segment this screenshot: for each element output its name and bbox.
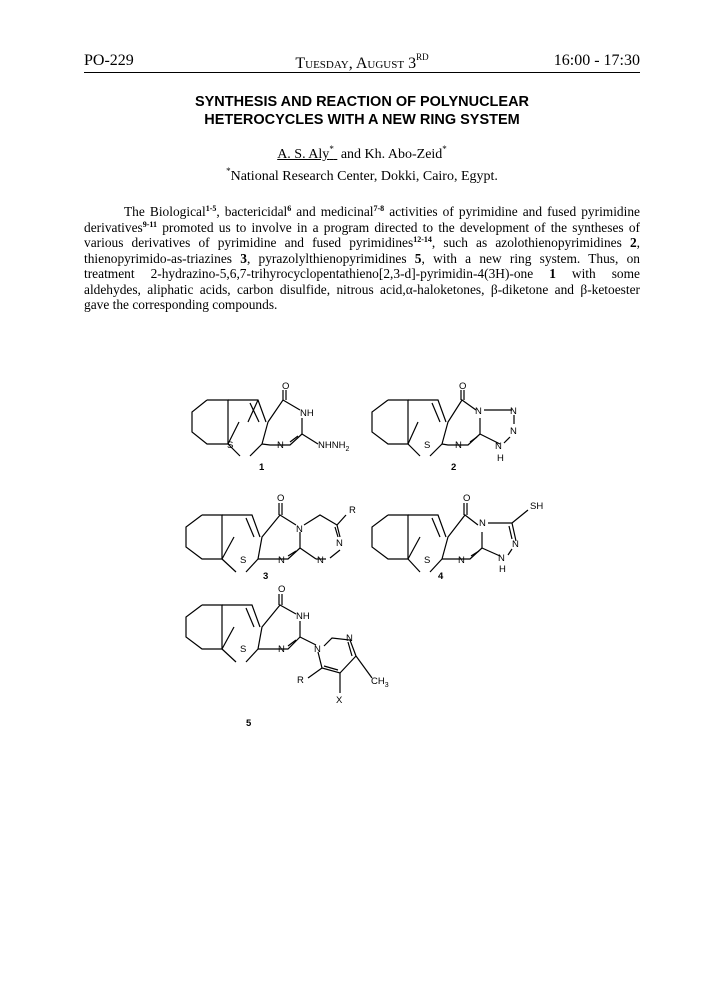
- abstract-text: , bactericidal: [216, 204, 288, 219]
- abstract-text: , pyrazolylthienopyrimidines: [246, 250, 415, 266]
- atom-label-main: CH: [371, 676, 385, 687]
- compound-ref: 2: [629, 235, 637, 250]
- atom-label: H: [499, 564, 506, 575]
- atom-label: N: [346, 633, 353, 644]
- session-date: Tuesday, August 3: [295, 55, 417, 72]
- compound-label-4: 4: [438, 571, 444, 582]
- atom-label: [371, 676, 389, 689]
- atom-label: N: [475, 406, 482, 417]
- author-2: and Kh. Abo-Zeid: [337, 147, 443, 162]
- author-1-mark: *: [329, 144, 334, 154]
- atom-label: S: [424, 555, 431, 566]
- atom-label: N: [455, 440, 462, 451]
- compound-label-5: 5: [246, 718, 252, 729]
- atom-label: X: [336, 695, 343, 706]
- atom-label: S: [227, 440, 234, 451]
- author-2-mark: *: [442, 144, 447, 154]
- abstract-text: and medicinal: [291, 204, 374, 219]
- atom-label: N: [512, 539, 519, 550]
- atom-label: NH: [300, 408, 314, 419]
- compound-ref: 5: [414, 250, 422, 266]
- atom-label: O: [282, 381, 290, 392]
- atom-label-subscript: 2: [345, 446, 350, 453]
- atom-label: N: [278, 644, 285, 655]
- atom-label: O: [278, 584, 286, 595]
- atom-label: NH: [296, 611, 310, 622]
- atom-label: N: [277, 440, 284, 451]
- abstract-text: , thienopyrimido-as-triazines: [84, 235, 640, 266]
- reference-mark: 1-5: [205, 204, 217, 213]
- reference-mark: 9-11: [142, 219, 157, 229]
- atom-label: H: [497, 453, 504, 464]
- atom-label: N: [510, 426, 517, 437]
- atom-label: N: [498, 553, 505, 564]
- atom-label: R: [297, 675, 304, 686]
- title-line-2: HETEROCYCLES WITH A NEW RING SYSTEM: [204, 112, 520, 128]
- abstract-text: promoted us to involve in a program directed to the development of the syntheses of various derivatives of pyrimidine and fused pyrimidines: [84, 219, 640, 250]
- compound-label-1: 1: [259, 462, 265, 473]
- compound-label-3: 3: [263, 571, 269, 582]
- abstract-text: , such as azolothienopyrimidines: [431, 235, 630, 250]
- atom-label: O: [459, 381, 467, 392]
- atom-label: S: [424, 440, 431, 451]
- compound-2-structure: [372, 390, 514, 456]
- date-suffix: RD: [416, 52, 429, 62]
- session-time: 16:00 - 17:30: [553, 52, 640, 69]
- atom-label-main: NHNH: [318, 440, 346, 451]
- atom-label: N: [479, 518, 486, 529]
- reference-mark: 12-14: [413, 235, 432, 244]
- atom-label: S: [240, 555, 247, 566]
- atom-label: SH: [530, 501, 544, 512]
- atom-label: N: [510, 406, 517, 417]
- atom-label: S: [240, 644, 247, 655]
- atom-label: N: [317, 555, 324, 566]
- atom-label: O: [277, 493, 285, 504]
- compound-label-2: 2: [451, 462, 457, 473]
- atom-label: N: [495, 441, 502, 452]
- reference-mark: 7-8: [373, 204, 385, 213]
- poster-number: PO-229: [84, 52, 134, 69]
- atom-label: R: [349, 505, 356, 516]
- author-1-name: A. S. Aly: [277, 147, 330, 162]
- compound-1-structure: [192, 390, 318, 456]
- atom-label: N: [296, 524, 303, 535]
- abstract-text: with some aldehydes, aliphatic acids, carbon disulfide, nitrous acid,α-haloketones, β-diketone and β-ketoester gave the corresponding compounds.: [84, 266, 640, 312]
- compound-ref: 3: [240, 250, 247, 266]
- title-line-1: SYNTHESIS AND REACTION OF POLYNUCLEAR: [194, 94, 530, 110]
- abstract-text: The Biological: [124, 204, 206, 219]
- compound-ref: 1: [549, 266, 556, 281]
- atom-label: N: [458, 555, 465, 566]
- atom-label: N: [278, 555, 285, 566]
- affiliation-text: National Research Center, Dokki, Cairo, Egypt.: [230, 169, 498, 184]
- abstract-text: activities of pyrimidine and fused pyrimidine derivatives: [84, 204, 640, 235]
- atom-label: [318, 440, 349, 453]
- reference-mark: 6: [287, 204, 292, 213]
- atom-label: N: [314, 644, 321, 655]
- atom-label-subscript: 3: [384, 682, 389, 689]
- affiliation-mark: *: [226, 166, 231, 176]
- atom-label: O: [463, 493, 471, 504]
- abstract-text: , with a new ring system. Thus, on treatment 2-hydrazino-5,6,7-trihyrocyclopentathieno[2,3-d]-pyrimidin-4(3H)-one: [84, 250, 640, 281]
- atom-label: N: [336, 538, 343, 549]
